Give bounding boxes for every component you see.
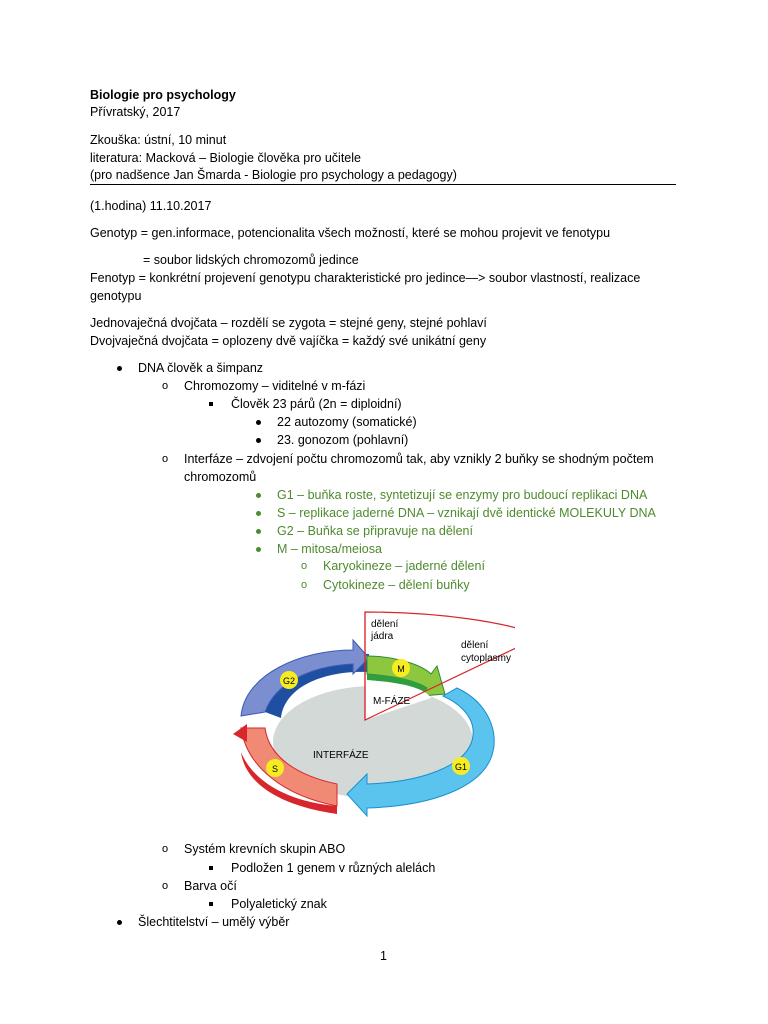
enthusiasts-info: (pro nadšence Jan Šmarda - Biologie pro psychology a pedagogy) (90, 168, 457, 182)
phase-cytokineze: Cytokineze – dělení buňky (323, 578, 470, 592)
cell-cycle-diagram (225, 608, 515, 818)
bullet-circle: o (162, 880, 169, 892)
cytoplasm-division-label-2: cytoplasmy (461, 653, 512, 664)
bullet-circle: o (301, 579, 308, 591)
outline-gonozom: 23. gonozom (pohlavní) (277, 433, 409, 447)
outline-abo-sub: Podložen 1 genem v různých alelách (231, 861, 436, 875)
bullet-dot (256, 438, 261, 443)
genotyp-definition: Genotyp = gen.informace, potencionalita všech možností, které se mohou projevit ve fenotypu (90, 226, 611, 240)
outline-eyes: Barva očí (184, 879, 237, 893)
bullet-square (209, 402, 213, 406)
author-year: Přívratský, 2017 (90, 105, 181, 119)
outline-eyes-sub: Polyaletický znak (231, 897, 327, 911)
outline-clovek: Člověk 23 párů (2n = diploidní) (231, 397, 402, 411)
s-label: S (271, 764, 279, 774)
page-number: 1 (380, 949, 387, 963)
cytoplasm-division-label: dělení (461, 640, 489, 651)
literature-info: literatura: Macková – Biologie člověka pro učitele (90, 151, 361, 165)
bullet-dot (256, 547, 261, 552)
phase-g1: G1 – buňka roste, syntetizují se enzymy pro budoucí replikaci DNA (277, 488, 648, 502)
fenotyp-definition-2: genotypu (90, 289, 142, 303)
fraternal-twins: Dvojvaječná dvojčata = oplozeny dvě vajíčka = každý své unikátní geny (90, 334, 487, 348)
bullet-dot (256, 511, 261, 516)
phase-s: S – replikace jaderné DNA – vznikají dvě identické MOLEKULY DNA (277, 506, 656, 520)
outline-interfaze: Interfáze – zdvojení počtu chromozomů tak, aby vznikly 2 buňky se shodným počtem (184, 452, 654, 466)
g1-label: G1 (454, 762, 468, 772)
outline-autozomy: 22 autozomy (somatické) (277, 415, 417, 429)
identical-twins: Jednovaječná dvojčata – rozdělí se zygota = stejné geny, stejné pohlaví (90, 316, 487, 330)
document-title: Biologie pro psychology (90, 88, 236, 102)
g2-label: G2 (282, 676, 296, 686)
bullet-dot (117, 366, 122, 371)
bullet-dot (117, 920, 122, 925)
bullet-dot (256, 420, 261, 425)
bullet-square (209, 866, 213, 870)
m-label: M (397, 664, 405, 674)
bullet-circle: o (162, 453, 169, 465)
outline-chromozomy: Chromozomy – viditelné v m-fázi (184, 379, 366, 393)
bullet-dot (256, 529, 261, 534)
phase-karyokineze: Karyokineze – jaderné dělení (323, 559, 485, 573)
m-phase-label: M-FÁZE (373, 696, 411, 707)
nuclear-division-label-2: jádra (371, 631, 394, 642)
exam-info: Zkouška: ústní, 10 minut (90, 133, 227, 147)
genotyp-definition-2: = soubor lidských chromozomů jedince (143, 253, 359, 267)
bullet-circle: o (301, 560, 308, 572)
outline-interfaze-2: chromozomů (184, 470, 257, 484)
interphase-label: INTERFÁZE (313, 750, 369, 761)
bullet-circle: o (162, 380, 169, 392)
bullet-dot (256, 493, 261, 498)
outline-breeding: Šlechtitelství – umělý výběr (138, 915, 290, 929)
header-divider (90, 184, 676, 185)
outline-dna: DNA člověk a šimpanz (138, 361, 264, 375)
fenotyp-definition: Fenotyp = konkrétní projevení genotypu charakteristické pro jedince—> soubor vlastností, realizace (90, 271, 641, 285)
bullet-circle: o (162, 843, 169, 855)
nuclear-division-label: dělení (371, 619, 399, 630)
outline-abo: Systém krevních skupin ABO (184, 842, 346, 856)
phase-g2: G2 – Buňka se připravuje na dělení (277, 524, 473, 538)
phase-m: M – mitosa/meiosa (277, 542, 382, 556)
s-arrow-head (233, 724, 247, 742)
lecture-date: (1.hodina) 11.10.2017 (90, 199, 212, 213)
bullet-square (209, 902, 213, 906)
